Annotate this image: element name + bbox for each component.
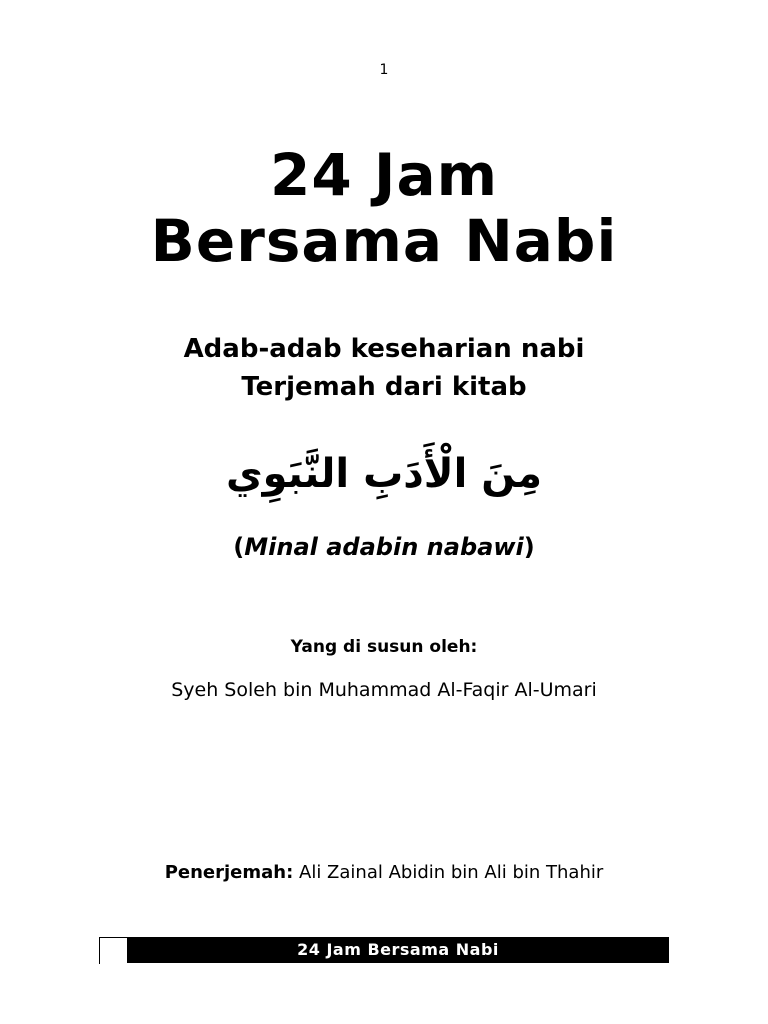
translator-label: Penerjemah: bbox=[164, 862, 294, 883]
transliteration-text: Minal adabin nabawi bbox=[244, 533, 524, 561]
subtitle-line-2: Terjemah dari kitab bbox=[241, 372, 527, 402]
book-title-line-2: Bersama Nabi bbox=[150, 207, 618, 275]
book-title-line-1: 24 Jam bbox=[269, 141, 499, 209]
transliteration-close-paren: ) bbox=[523, 533, 535, 561]
translator-name: Ali Zainal Abidin bin Ali bin Thahir bbox=[293, 862, 604, 883]
page-number: 1 bbox=[379, 62, 389, 78]
book-title bbox=[0, 142, 768, 274]
arabic-book-title: مِنَ الْأَدَبِ النَّبَوِي bbox=[226, 451, 542, 497]
book-subtitle bbox=[0, 330, 768, 406]
author-name: Syeh Soleh bin Muhammad Al-Faqir Al-Umari bbox=[171, 679, 597, 701]
translator-line bbox=[0, 859, 768, 887]
transliteration-open-paren: ( bbox=[233, 533, 245, 561]
footer-corner-mark bbox=[99, 937, 127, 964]
compiled-by-label: Yang di susun oleh: bbox=[290, 637, 478, 657]
footer-bar: 24 Jam Bersama Nabi bbox=[127, 937, 669, 963]
transliteration bbox=[0, 530, 768, 564]
subtitle-line-1: Adab-adab keseharian nabi bbox=[183, 334, 585, 364]
